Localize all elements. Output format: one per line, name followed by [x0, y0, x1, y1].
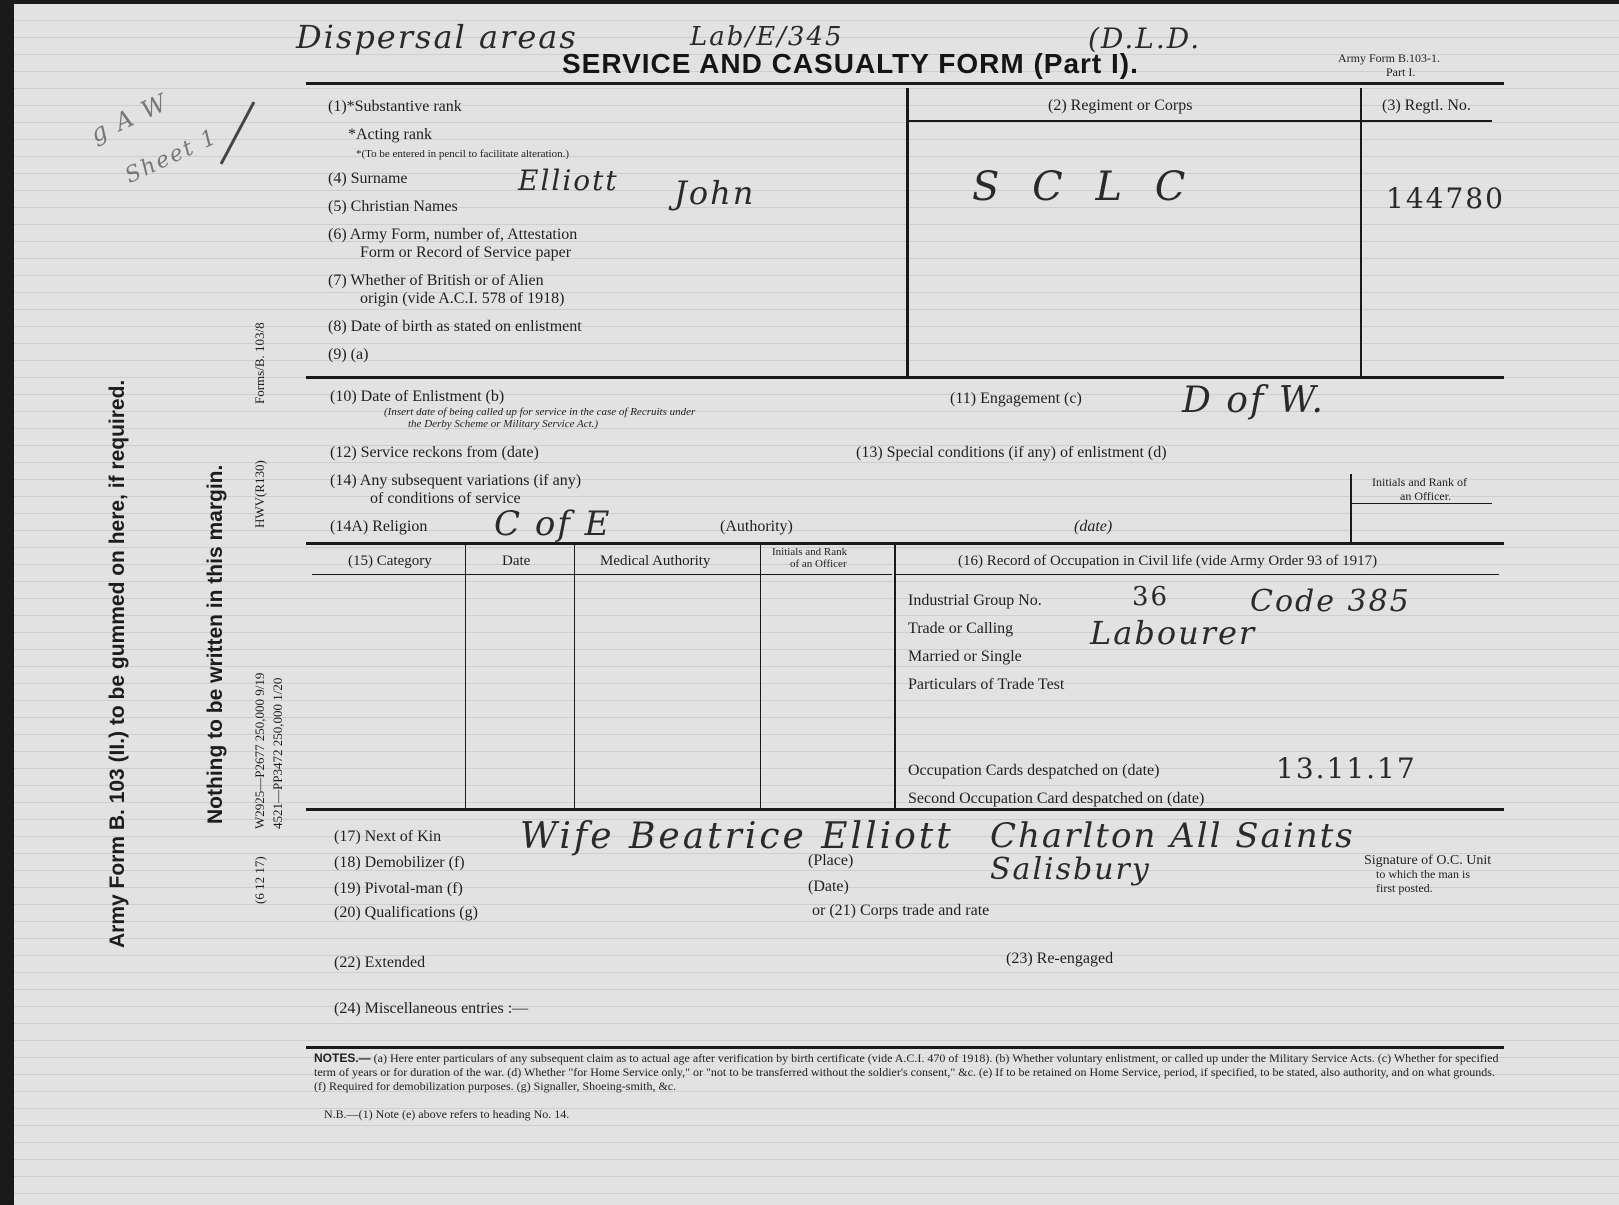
- trade-test-label: Particulars of Trade Test: [908, 676, 1065, 693]
- christian-names-label: (5) Christian Names: [328, 198, 458, 215]
- rule: [306, 376, 1504, 379]
- regtl-no-header: (3) Regtl. No.: [1382, 97, 1471, 114]
- pivotal-man-label: (19) Pivotal-man (f): [334, 880, 463, 897]
- form-ref: Part I.: [1386, 65, 1416, 79]
- rule: [909, 120, 1360, 122]
- industrial-group-label: Industrial Group No.: [908, 592, 1042, 609]
- dob-label: (8) Date of birth as stated on enlistment: [328, 318, 582, 335]
- rule: [906, 88, 909, 378]
- date-label: (date): [1074, 518, 1113, 535]
- substantive-rank-label: (1)*Substantive rank: [328, 98, 462, 115]
- corner-annotation: Sheet 1: [121, 124, 222, 189]
- print-ref: Forms/B. 103/8: [252, 322, 267, 404]
- next-of-kin-label: (17) Next of Kin: [334, 828, 442, 845]
- pencil-stroke: [220, 101, 256, 164]
- service-reckons-label: (12) Service reckons from (date): [330, 444, 539, 461]
- signature-label: Signature of O.C. Unit: [1364, 853, 1492, 868]
- rule: [1360, 88, 1362, 378]
- special-conditions-label: (13) Special conditions (if any) of enlistment (d): [856, 444, 1167, 461]
- industrial-group-value: 36: [1132, 582, 1170, 612]
- trade-value: Labourer: [1090, 614, 1257, 652]
- handwritten-top-right: (D.L.D.: [1088, 22, 1202, 55]
- notes-body: (a) Here enter particulars of any subsequent claim as to actual age after verification by birth certificate (vide A.C.I. 470 of 1918). (b) Whether voluntary enlistment, or called up under the Military Service Acts. (c) Whether for specified term of years or for duration of the war. (d) Whether "for Home Service only," or "not to be transferred without the soldier's consent," &c. (e) If to be retained on Home Service, period, if specified, to be stated, also authority, and on what grounds. (f) Required for demobilization purposes. (g) Signaller, Shoeing-smith, &c.: [314, 1051, 1499, 1093]
- army-form-label: (6) Army Form, number of, Attestation: [328, 226, 578, 243]
- army-form-label: Form or Record of Service paper: [360, 244, 572, 261]
- rule: [306, 808, 1504, 811]
- authority-label: (Authority): [720, 518, 793, 535]
- date-header: Date: [502, 553, 531, 569]
- origin-label: origin (vide A.C.I. 578 of 1918): [360, 290, 565, 307]
- initials-rank-label: an Officer.: [1400, 489, 1452, 503]
- notes-label: NOTES.—: [314, 1051, 371, 1065]
- print-ref: W2925—P2677 250,000 9/19: [252, 672, 267, 829]
- initials-header: Initials and Rank: [772, 546, 848, 558]
- religion-value: C of E: [494, 504, 612, 544]
- surname-label: (4) Surname: [328, 170, 408, 187]
- kin-place-value: Charlton All Saints: [990, 816, 1355, 856]
- rule: [894, 574, 1499, 575]
- card-date-value: 13.11.17: [1276, 752, 1417, 785]
- regtl-no-value: 144780: [1386, 182, 1505, 215]
- rule: [760, 545, 761, 808]
- rule: [1362, 120, 1492, 122]
- next-of-kin-value: Wife Beatrice Elliott: [520, 816, 954, 857]
- code-value: Code 385: [1250, 584, 1411, 619]
- rule: [306, 82, 1504, 85]
- occupation-header: (16) Record of Occupation in Civil life (vide Army Order 93 of 1917): [958, 553, 1378, 569]
- signature-label: first posted.: [1376, 881, 1433, 895]
- rule: [312, 574, 892, 575]
- rule: [894, 545, 896, 808]
- medical-authority-header: Medical Authority: [600, 553, 711, 569]
- enlistment-note: (Insert date of being called up for service in the case of Recruits under: [384, 406, 696, 418]
- notes-block: [314, 1051, 1504, 1093]
- handwritten-file-ref: Lab/E/345: [690, 22, 844, 52]
- form-title: SERVICE AND CASUALTY FORM (Part I).: [562, 48, 1139, 79]
- cards-despatched-label: Occupation Cards despatched on (date): [908, 762, 1160, 779]
- re-engaged-label: (23) Re-engaged: [1006, 950, 1114, 967]
- place-label: (Place): [808, 852, 854, 869]
- print-ref: 4521—PP3472 250,000 1/20: [270, 677, 285, 829]
- rule: [465, 545, 466, 808]
- variations-label: (14) Any subsequent variations (if any): [330, 472, 582, 489]
- form-ref: Army Form B.103-1.: [1338, 51, 1440, 65]
- engagement-label: (11) Engagement (c): [950, 390, 1082, 407]
- acting-rank-label: *Acting rank: [348, 126, 432, 143]
- variations-label: of conditions of service: [370, 490, 521, 507]
- pencil-note: *(To be entered in pencil to facilitate alteration.): [356, 148, 570, 160]
- miscellaneous-label: (24) Miscellaneous entries :—: [334, 1000, 529, 1017]
- enlistment-note: the Derby Scheme or Military Service Act.): [408, 418, 599, 430]
- rule: [306, 542, 1504, 545]
- category-header: (15) Category: [348, 553, 432, 569]
- regiment-value: S C L C: [972, 164, 1196, 210]
- initials-header: of an Officer: [790, 558, 847, 570]
- corner-annotation: g A W: [85, 87, 173, 149]
- kin-place-value: Salisbury: [990, 852, 1151, 887]
- handwritten-top-note: Dispersal areas: [296, 18, 578, 56]
- field-9-label: (9) (a): [328, 346, 369, 363]
- surname-value: Elliott: [518, 164, 619, 197]
- print-ref: HWV(R130): [252, 460, 267, 528]
- origin-label: (7) Whether of British or of Alien: [328, 272, 544, 289]
- rule: [574, 545, 575, 808]
- corps-trade-label: or (21) Corps trade and rate: [812, 902, 990, 919]
- engagement-value: D of W.: [1182, 380, 1325, 421]
- trade-label: Trade or Calling: [908, 620, 1014, 637]
- gum-note: Army Form B. 103 (II.) to be gummed on here, if required.: [106, 379, 129, 948]
- no-write-note: Nothing to be written in this margin.: [204, 464, 227, 824]
- christian-name-value: John: [674, 174, 756, 212]
- service-form-sheet: [14, 4, 1619, 1205]
- date-label-lower: (Date): [808, 878, 849, 895]
- enlistment-date-label: (10) Date of Enlistment (b): [330, 388, 505, 405]
- demobilizer-label: (18) Demobilizer (f): [334, 854, 465, 871]
- rule: [1352, 503, 1492, 504]
- religion-label: (14A) Religion: [330, 518, 428, 535]
- rule: [1350, 474, 1352, 544]
- nb-note: N.B.—(1) Note (e) above refers to heading No. 14.: [324, 1107, 570, 1121]
- regiment-header: (2) Regiment or Corps: [1048, 97, 1193, 114]
- initials-rank-label: Initials and Rank of: [1372, 475, 1467, 489]
- qualifications-label: (20) Qualifications (g): [334, 904, 478, 921]
- print-ref: (6 12 17): [252, 856, 267, 904]
- rule: [306, 1046, 1504, 1049]
- married-label: Married or Single: [908, 648, 1022, 665]
- signature-label: to which the man is: [1376, 867, 1470, 881]
- extended-label: (22) Extended: [334, 954, 426, 971]
- second-card-label: Second Occupation Card despatched on (date): [908, 790, 1205, 807]
